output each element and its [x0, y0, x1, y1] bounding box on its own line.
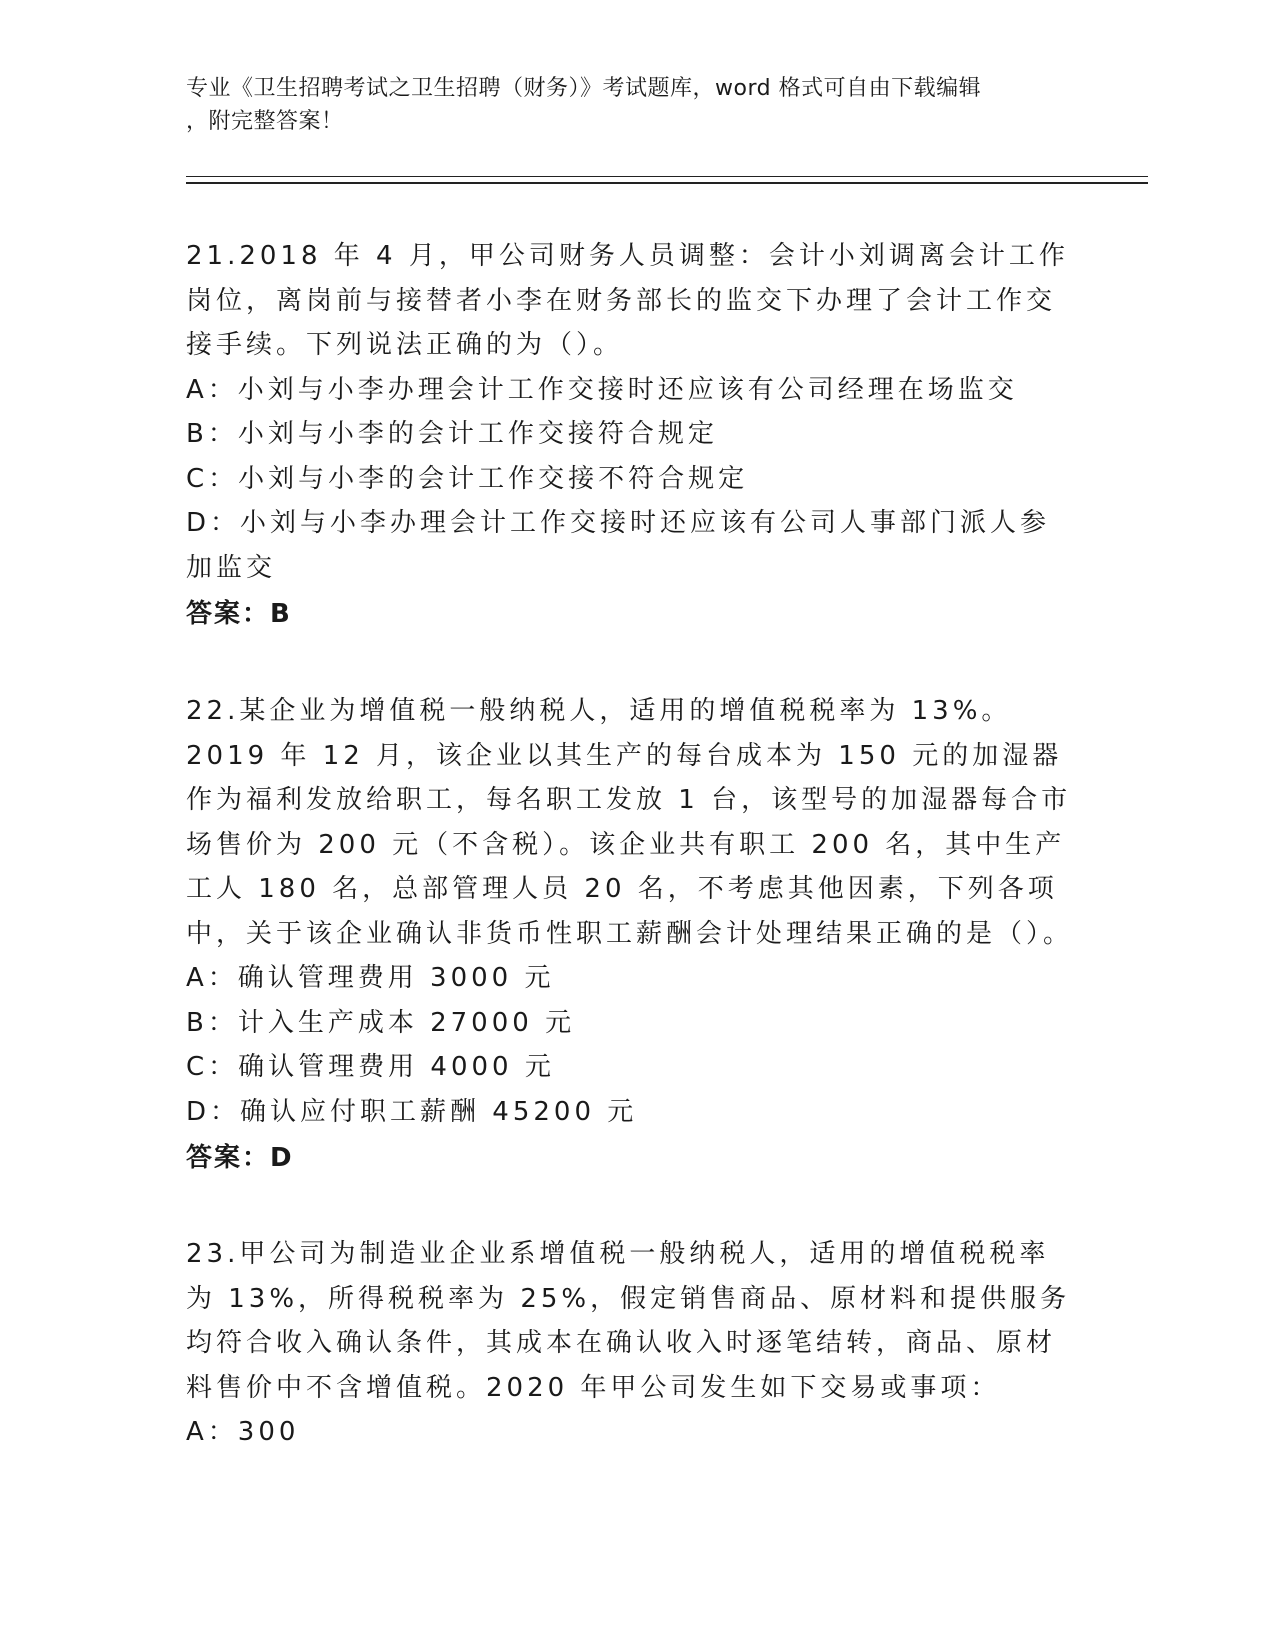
option-b: B：小刘与小李的会计工作交接符合规定	[186, 419, 718, 449]
header-rule-thin	[186, 176, 1148, 177]
option-b: B：计入生产成本 27000 元	[186, 1007, 576, 1038]
option-c: C：小刘与小李的会计工作交接不符合规定	[186, 463, 749, 494]
option-d: D：确认应付职工薪酬 45200 元	[186, 1096, 638, 1127]
answer-label: 答案：D	[186, 1143, 294, 1173]
question-stem: 23.甲公司为制造业企业系增值税一般纳税人，适用的增值税税率为 13%，所得税税率为 25%，假定销售商品、原材料和提供服务均符合收入确认条件，其成本在确认收入时逐笔结转，商品、原材料售价中不含增值税。2020 年甲公司发生如下交易或事项：	[186, 1239, 1071, 1403]
question-21	[186, 234, 1076, 637]
question-stem: 21.2018 年 4 月，甲公司财务人员调整：会计小刘调离会计工作岗位，离岗前与接替者小李在财务部长的监交下办理了会计工作交接手续。下列说法正确的为（）。	[186, 241, 1069, 360]
option-d: D：小刘与小李办理会计工作交接时还应该有公司人事部门派人参加监交	[186, 508, 1051, 583]
header-rule-thick	[186, 182, 1148, 184]
question-22	[186, 689, 1076, 1181]
question-23	[186, 1232, 1076, 1455]
document-header	[186, 72, 1066, 138]
option-a: A：确认管理费用 3000 元	[186, 963, 555, 993]
question-stem: 22.某企业为增值税一般纳税人，适用的增值税税率为 13%。2019 年 12 月，该企业以其生产的每台成本为 150 元的加湿器作为福利发放给职工，每名职工发放 1 台，该型号的加湿器每合市场售价为 200 元（不含税）。该企业共有职工 200 名，其中生产工人 180 名，总部管理人员 20 名，不考虑其他因素，下列各项中，关于该企业确认非货币性职工薪酬会计处理结果正确的是（）。	[186, 696, 1074, 949]
header-line-2: ，附完整答案！	[186, 109, 344, 134]
header-line-1: 专业《卫生招聘考试之卫生招聘（财务）》考试题库，word 格式可自由下载编辑	[186, 76, 982, 101]
option-c: C：确认管理费用 4000 元	[186, 1052, 555, 1082]
option-a: A：300	[186, 1417, 300, 1447]
answer-label: 答案：B	[186, 599, 292, 629]
option-a: A：小刘与小李办理会计工作交接时还应该有公司经理在场监交	[186, 374, 1018, 405]
